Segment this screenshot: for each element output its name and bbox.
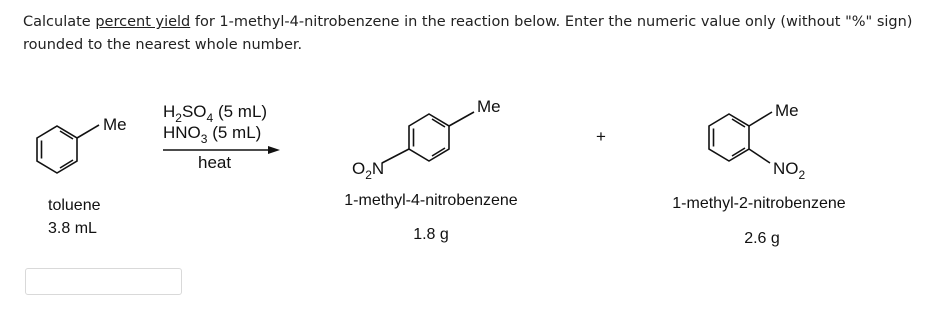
toluene-amount: 3.8 mL — [48, 220, 97, 237]
para-product-structure — [382, 112, 474, 163]
reagent-h2so4: $H_2SO_4$ (5 mL) — [163, 102, 268, 125]
question-part2: for 1-methyl-4-nitrobenzene in the reaction below. Enter the numeric value only (without "%" sign) rounded to the nearest whole number. — [23, 14, 913, 53]
reaction-condition: heat — [198, 153, 232, 172]
ortho-product-amount: 2.6 g — [744, 230, 780, 247]
percent-yield-link[interactable]: percent yield — [95, 14, 191, 30]
ortho-product-structure — [709, 112, 772, 163]
answer-input[interactable] — [25, 268, 182, 295]
ortho-product-name: 1-methyl-2-nitrobenzene — [672, 195, 846, 212]
para-me-label: Me — [477, 97, 501, 116]
toluene-name: toluene — [48, 197, 101, 214]
para-nitro-label: $O_2N$ — [352, 159, 385, 182]
ortho-me-label: Me — [775, 101, 799, 120]
para-product-name: 1-methyl-4-nitrobenzene — [344, 192, 518, 209]
toluene-structure — [37, 125, 99, 173]
toluene-me-label: Me — [103, 115, 127, 134]
plus-sign: + — [596, 127, 606, 146]
question-part1: Calculate — [23, 14, 96, 30]
reagent-hno3: $HNO_3$ (5 mL) — [163, 123, 262, 146]
ortho-nitro-label: $NO_2$ — [773, 159, 806, 182]
para-product-amount: 1.8 g — [413, 226, 449, 243]
